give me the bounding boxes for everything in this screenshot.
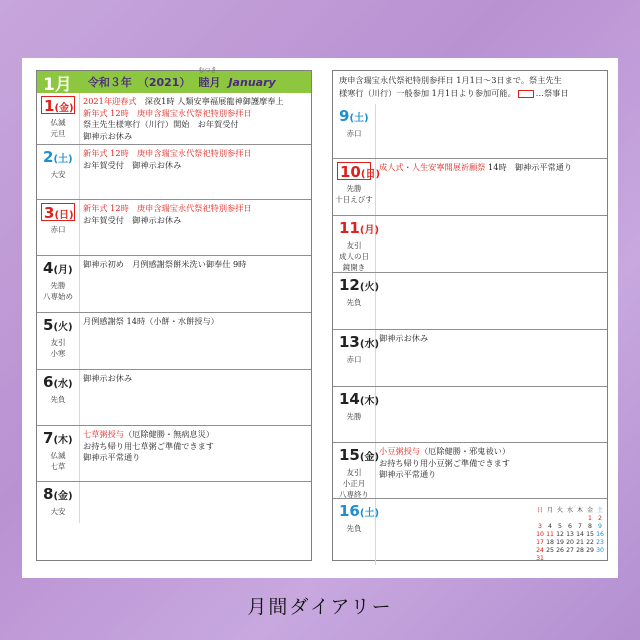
mini-calendar-weekday: 火 (556, 507, 564, 514)
date-cell (37, 313, 80, 369)
date-cell (333, 387, 380, 442)
mini-calendar-day: 1 (588, 515, 592, 522)
rokuyo-label: 八専始め (43, 292, 73, 301)
mini-calendar-day: 26 (556, 547, 564, 554)
event-line: 祭主先生様寒行（川行）開始 お年賀受付 (83, 119, 239, 129)
date-cell (333, 330, 380, 386)
rokuyo-label: 八専終り (339, 490, 369, 499)
day-labels (333, 354, 375, 365)
month-en-label: January (228, 75, 276, 89)
mini-calendar-day: 23 (596, 539, 604, 546)
day-number: 4(月) (43, 259, 73, 277)
day-labels (333, 523, 375, 534)
mini-calendar-day: 22 (586, 539, 594, 546)
date-cell (333, 273, 380, 329)
mini-calendar-day: 21 (576, 539, 584, 546)
day-number: 12(火) (339, 276, 380, 294)
rokuyo-label: 先勝 (346, 412, 362, 421)
left-column (36, 67, 312, 561)
date-cell (37, 145, 80, 199)
day-number: 2(土) (43, 148, 73, 166)
mini-calendar-day (545, 515, 555, 523)
date-cell (333, 104, 376, 158)
day-labels (37, 506, 79, 517)
special-note (333, 71, 607, 104)
day-row (333, 386, 607, 442)
event-line: お持ち帰り用小豆粥ご準備できます (379, 457, 511, 468)
mini-calendar-weekday: 日 (536, 507, 544, 514)
mini-calendar-day (545, 555, 555, 563)
rokuyo-label: 元旦 (50, 129, 66, 138)
mini-calendar-day: 17 (536, 539, 544, 546)
mini-calendar-day: 30 (596, 547, 604, 554)
rokuyo-label: 大安 (50, 170, 66, 179)
event-line: 小豆粥授与（厄除健勝・邪鬼祓い） (379, 446, 511, 456)
day-labels (37, 280, 79, 302)
mini-calendar-day: 4 (548, 523, 552, 530)
event-list (83, 373, 309, 385)
rokuyo-label: 十日えびす (335, 195, 373, 204)
date-cell (37, 256, 80, 312)
day-row (37, 93, 311, 144)
note-line-2: 様寒行（川行）一般参加 1月1日より参加可能。 …祭事日 (339, 88, 569, 98)
event-list (83, 96, 309, 142)
date-cell (333, 499, 380, 565)
caption: 月間ダイアリー (247, 596, 393, 618)
right-column (332, 70, 608, 561)
day-number: 5(火) (43, 316, 73, 334)
mini-calendar-weekday: 土 (596, 507, 604, 514)
left-day-list (37, 93, 311, 523)
rokuyo-label: 先負 (346, 524, 362, 533)
mini-calendar-day: 5 (558, 523, 562, 530)
mini-calendar-day (555, 515, 565, 523)
day-row (37, 425, 311, 481)
day-labels (333, 128, 375, 139)
event-list (83, 429, 309, 464)
day-number: 15(金) (339, 446, 380, 464)
day-labels (333, 297, 375, 308)
note-line-1: 庚申含瑞宝永代祭祀特別参拝日 1月1日～3日まで。祭主先生 (339, 75, 562, 85)
event-list (83, 259, 309, 271)
date-cell (37, 426, 80, 481)
mini-calendar-day (565, 555, 575, 563)
rokuyo-label: 仏滅 (50, 118, 66, 127)
date-cell (333, 216, 380, 272)
month-ruby: むつき (198, 67, 217, 74)
mini-calendar-weekday: 木 (576, 507, 584, 514)
day-labels (333, 467, 375, 500)
rokuyo-label: 成人の日 (339, 252, 369, 261)
day-number: 7(木) (43, 429, 73, 447)
mini-calendar-day: 7 (578, 523, 582, 530)
event-line: お年賀受付 御神示お休み (83, 159, 182, 170)
mini-calendar-day: 10 (536, 531, 544, 538)
mini-calendar-weekday: 金 (586, 507, 594, 514)
mini-calendar-day: 13 (566, 531, 574, 538)
event-line: 御神示初め 月例感謝祭餅米洗い御奉仕 9時 (83, 259, 247, 269)
mini-calendar-day (575, 515, 585, 523)
day-number: 6(水) (43, 373, 73, 391)
date-cell (37, 370, 80, 425)
mini-calendar-day: 6 (568, 523, 572, 530)
day-row (333, 215, 607, 272)
date-cell (333, 443, 380, 499)
event-line: 月例感謝祭 14時（小餅・水餅授与） (83, 316, 219, 326)
mini-calendar-weekday: 月 (546, 507, 554, 514)
day-row (37, 255, 311, 312)
day-labels (37, 224, 79, 235)
day-labels (37, 450, 79, 472)
mini-calendar-day: 16 (596, 531, 604, 538)
date-cell (333, 159, 381, 215)
day-labels (37, 337, 79, 359)
rokuyo-label: 先勝 (50, 281, 66, 290)
mini-calendar-day: 15 (586, 531, 594, 538)
era-label: 令和３年 (87, 76, 132, 89)
year-label: （2021） (137, 76, 191, 89)
day-row (333, 442, 607, 498)
day-row (333, 158, 607, 215)
day-number: 1(金) (41, 96, 75, 114)
rokuyo-label: 先勝 (346, 184, 362, 193)
mini-calendar-day: 24 (536, 547, 544, 554)
day-row (333, 329, 607, 386)
diary-page (22, 58, 618, 578)
mini-calendar-day: 29 (586, 547, 594, 554)
mini-calendar-day (575, 555, 585, 563)
rokuyo-label: 大安 (50, 507, 66, 516)
rokuyo-label: 赤口 (346, 355, 362, 364)
month-label: 1月 (43, 74, 72, 95)
mini-calendar-day: 28 (576, 547, 584, 554)
day-labels (37, 394, 79, 405)
rokuyo-label: 友引 (346, 241, 362, 250)
mini-calendar-day (555, 555, 565, 563)
mini-calendar-day: 8 (588, 523, 592, 530)
day-row (37, 481, 311, 523)
mini-calendar-day: 14 (576, 531, 584, 538)
date-cell (37, 200, 80, 255)
event-line: 御神示平常通り (379, 469, 437, 479)
event-list (83, 148, 309, 171)
mini-calendar-day: 27 (566, 547, 574, 554)
event-line: 御神示お休み (83, 373, 133, 383)
event-marker-box (518, 90, 534, 98)
rokuyo-label: 仏滅 (50, 451, 66, 460)
day-row (333, 498, 607, 565)
day-number: 10(日) (337, 162, 371, 180)
mini-calendar-weekday: 水 (566, 507, 574, 514)
rokuyo-label: 小寒 (50, 349, 66, 358)
day-labels (37, 169, 79, 180)
event-line: 七草粥授与（厄除健勝・無病息災） (83, 429, 215, 439)
mini-calendar (535, 507, 605, 563)
mini-calendar-day: 19 (556, 539, 564, 546)
day-row (37, 369, 311, 425)
day-number: 9(土) (339, 107, 369, 125)
mini-calendar-day: 18 (546, 539, 554, 546)
mini-calendar-day: 12 (556, 531, 564, 538)
event-list (379, 162, 605, 174)
day-labels (333, 183, 375, 205)
event-line: 御神示平常通り (83, 452, 141, 462)
mini-calendar-day: 2 (598, 515, 602, 522)
day-number: 3(日) (41, 203, 75, 221)
mini-calendar-day (585, 555, 595, 563)
rokuyo-label: 先負 (50, 395, 66, 404)
rokuyo-label: 小正月 (342, 479, 366, 488)
event-line: 御神示お休み (83, 130, 133, 141)
event-line: お持ち帰り用七草粥ご準備できます (83, 440, 215, 451)
event-line: 御神示お休み (379, 333, 429, 343)
mini-calendar-day: 11 (546, 531, 554, 538)
date-cell (37, 482, 80, 523)
mini-calendar-day: 20 (566, 539, 574, 546)
event-line: 新年式 12時 庚申含瑞宝永代祭祀特別参拝日 (83, 203, 252, 213)
day-number: 8(金) (43, 485, 73, 503)
rokuyo-label: 赤口 (346, 129, 362, 138)
event-list (379, 333, 605, 345)
mini-calendar-day: 25 (546, 547, 554, 554)
day-number: 14(木) (339, 390, 380, 408)
event-list (83, 203, 309, 226)
day-row (37, 312, 311, 369)
day-row (333, 272, 607, 329)
event-line: 2021年迎春式 深夜1時 人類安寧福展龍神御護摩奉上 (83, 96, 284, 106)
date-cell (37, 93, 80, 144)
event-line: 新年式 12時 庚申含瑞宝永代祭祀特別参拝日 (83, 148, 252, 158)
mini-calendar-day (595, 555, 605, 563)
month-jp-label: むつき 睦月 (198, 67, 221, 89)
day-labels (333, 411, 375, 422)
rokuyo-label: 七草 (50, 462, 66, 471)
day-number: 13(水) (339, 333, 380, 351)
event-line: お年賀受付 御神示お休み (83, 214, 182, 225)
event-line: 新年式 12時 庚申含瑞宝永代祭祀特別参拝日 (83, 107, 252, 118)
mini-calendar-day: 9 (598, 523, 602, 530)
day-number: 11(月) (339, 219, 380, 237)
rokuyo-label: 赤口 (50, 225, 66, 234)
rokuyo-label: 友引 (50, 338, 66, 347)
event-line: 成人式・人生安寧開展祈願祭 14時 御神示平常通り (379, 162, 573, 172)
day-labels (37, 117, 79, 139)
rokuyo-label: 鏡開き (342, 263, 366, 272)
right-day-list (333, 104, 607, 565)
event-list (379, 446, 605, 481)
mini-calendar-day (565, 515, 575, 523)
mini-calendar-day (535, 515, 545, 523)
month-header (37, 67, 311, 95)
mini-calendar-day: 3 (538, 523, 542, 530)
day-row (37, 144, 311, 199)
day-row (333, 104, 607, 158)
mini-calendar-day: 31 (536, 555, 544, 562)
rokuyo-label: 友引 (346, 468, 362, 477)
day-row (37, 199, 311, 255)
day-labels (333, 240, 375, 273)
day-number: 16(土) (339, 502, 380, 520)
event-list (83, 316, 309, 328)
rokuyo-label: 先負 (346, 298, 362, 307)
